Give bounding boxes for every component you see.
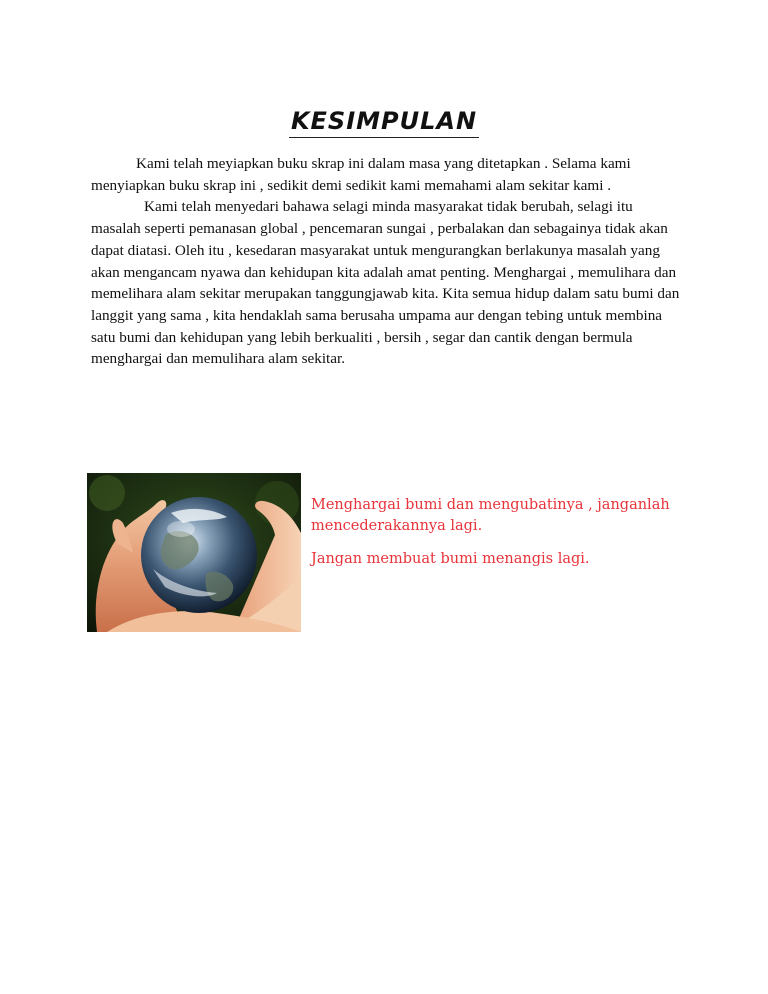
- paragraph-2: Kami telah menyedari bahawa selagi minda masyarakat tidak berubah, selagi itu masalah seperti pemanasan global , pencemaran sungai , perbalakan dan sebagainya tidak akan dapat diatasi. Oleh itu , kesedaran masyarakat untuk mengurangkan berlakunya masalah yang akan mengancam nyawa dan kehidupan kita adalah amat penting. Menghargai , memulihara dan memelihara alam sekitar merupakan tanggungjawab kita. Kita semua hidup dalam satu bumi dan langgit yang sama , kita hendaklah sama berusaha umpama aur dengan tebing untuk membina satu bumi dan kehidupan yang lebih berkualiti , bersih , segar dan cantik dengan bermula menghargai dan memulihara alam sekitar.: [91, 198, 680, 368]
- page-title: KESIMPULAN: [289, 105, 479, 138]
- image-caption: [311, 495, 691, 583]
- page-title-container: [0, 100, 768, 138]
- caption-line-2: Jangan membuat bumi menangis lagi.: [311, 551, 590, 567]
- globe-in-hands-image: [87, 473, 301, 632]
- globe-icon: [87, 473, 301, 632]
- caption-line-1: Menghargai bumi dan mengubatinya , janganlah mencederakannya lagi.: [311, 497, 670, 534]
- paragraph-1: Kami telah meyiapkan buku skrap ini dalam masa yang ditetapkan . Selama kami menyiapkan buku skrap ini , sedikit demi sedikit kami memahami alam sekitar kami .: [91, 155, 631, 194]
- conclusion-body: [91, 153, 681, 370]
